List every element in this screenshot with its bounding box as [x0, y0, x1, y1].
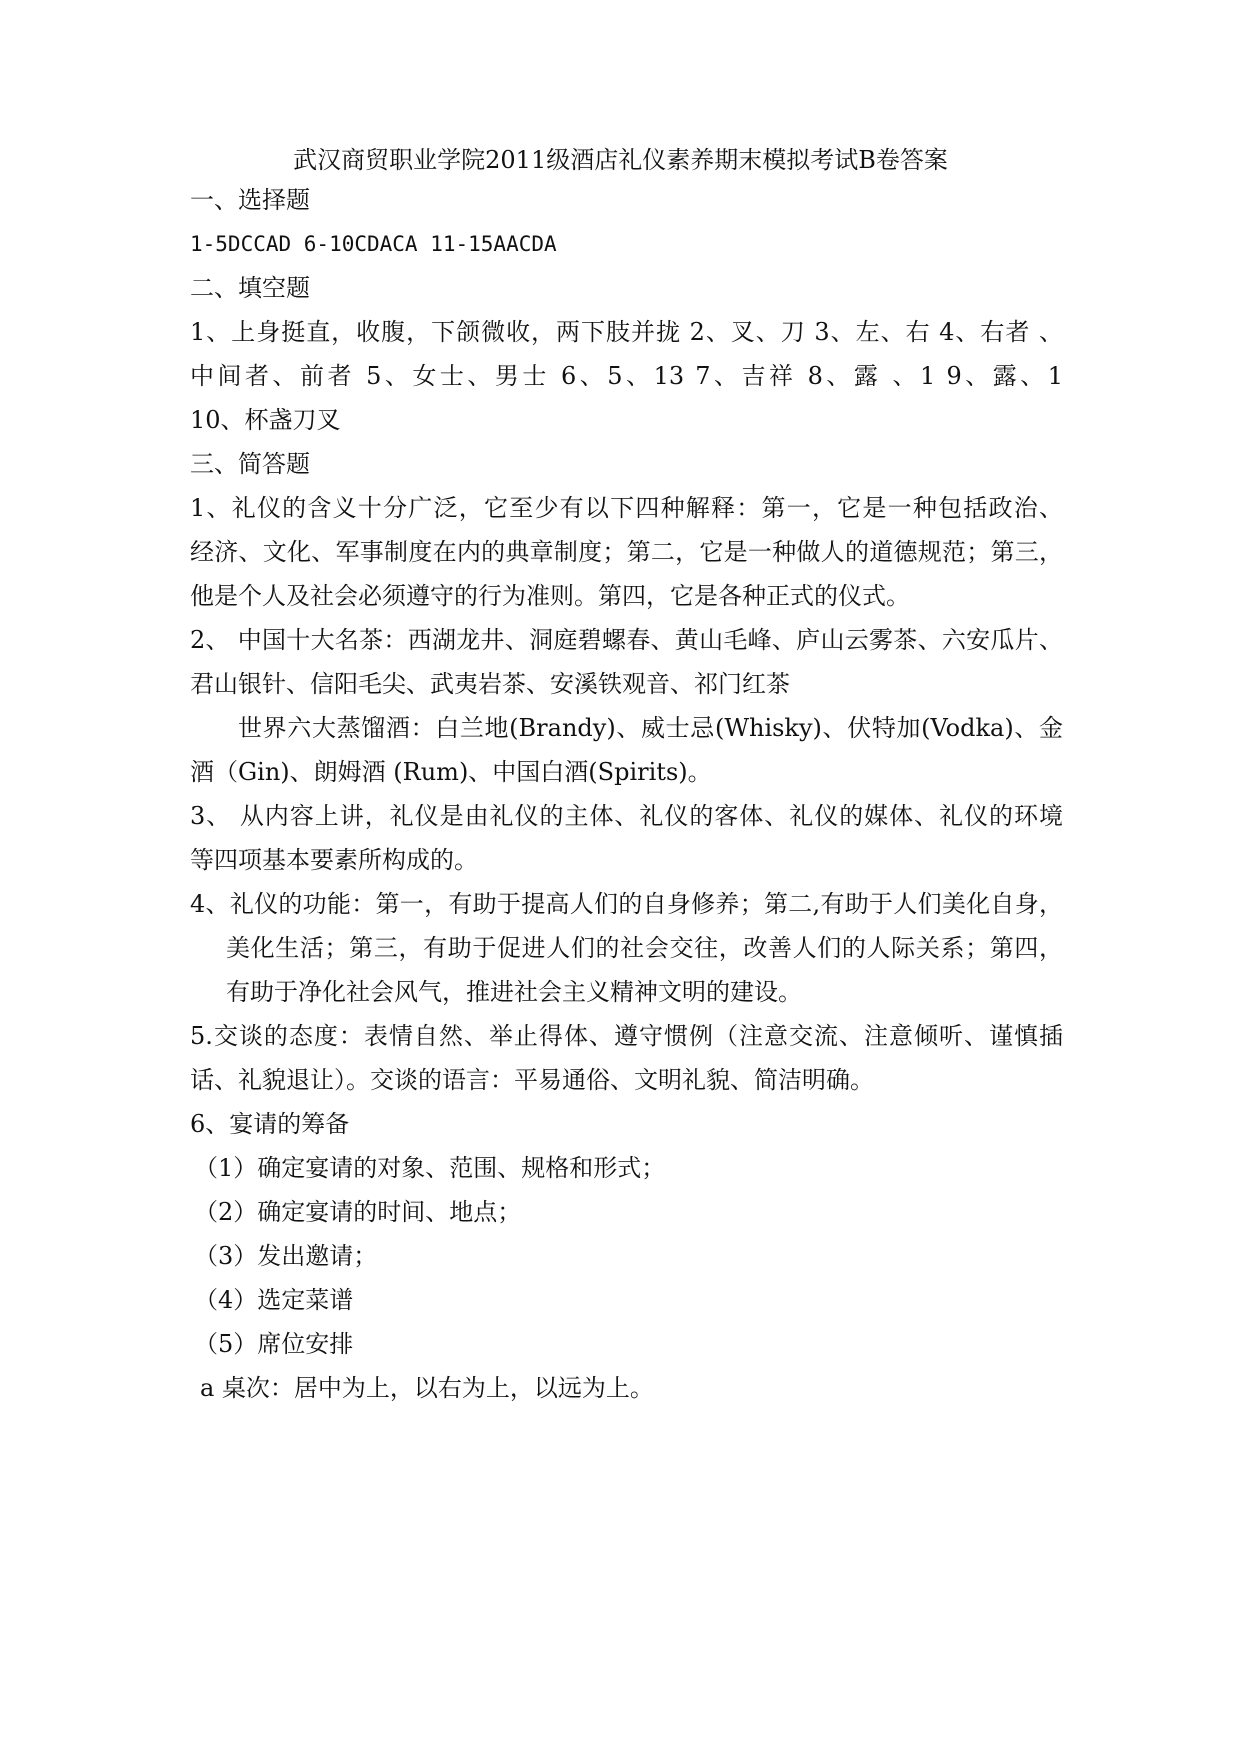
- short-answer-line: 等四项基本要素所构成的。: [190, 846, 478, 874]
- short-answer-line: 经济、文化、军事制度在内的典章制度；第二，它是一种做人的道德规范；第三，: [190, 538, 1063, 566]
- short-answer-line: a 桌次：居中为上，以右为上，以远为上。: [200, 1374, 654, 1402]
- document-title: 武汉商贸职业学院2011级酒店礼仪素养期末模拟考试B卷答案: [293, 146, 948, 174]
- fill-answer-line: 中间者、前者 5、女士、男士 6、5、13 7、吉祥 8、露 、1 9、露、1: [190, 362, 1063, 390]
- short-answer-line: （1）确定宴请的对象、范围、规格和形式；: [194, 1154, 666, 1182]
- fill-answer-line: 1、上身挺直，收腹，下颌微收，两下肢并拢 2、叉、刀 3、左、右 4、右者 、: [190, 318, 1063, 346]
- section-heading-short: 三、简答题: [190, 450, 310, 478]
- short-answer-line: 3、 从内容上讲，礼仪是由礼仪的主体、礼仪的客体、礼仪的媒体、礼仪的环境: [190, 802, 1063, 830]
- short-answer-line: （5）席位安排: [194, 1330, 354, 1358]
- section-heading-fill: 二、填空题: [190, 274, 310, 302]
- choice-answers: 1-5DCCAD 6-10CDACA 11-15AACDA: [190, 232, 557, 256]
- short-answer-line: 世界六大蒸馏酒：白兰地(Brandy)、威士忌(Whisky)、伏特加(Vodka)、金: [238, 714, 1063, 742]
- short-answer-line: 美化生活；第三，有助于促进人们的社会交往，改善人们的人际关系；第四，: [226, 934, 1063, 962]
- short-answer-line: 2、 中国十大名茶：西湖龙井、洞庭碧螺春、黄山毛峰、庐山云雾茶、六安瓜片、: [190, 626, 1063, 654]
- short-answer-line: 君山银针、信阳毛尖、武夷岩茶、安溪铁观音、祁门红茶: [190, 670, 790, 698]
- section-heading-choice: 一、选择题: [190, 186, 310, 214]
- short-answer-line: 酒（Gin)、朗姆酒 (Rum)、中国白酒(Spirits)。: [190, 758, 712, 786]
- short-answer-line: 1、礼仪的含义十分广泛，它至少有以下四种解释：第一，它是一种包括政治、: [190, 494, 1063, 522]
- short-answer-line: 他是个人及社会必须遵守的行为准则。第四，它是各种正式的仪式。: [190, 582, 910, 610]
- short-answer-line: 5.交谈的态度：表情自然、举止得体、遵守惯例（注意交流、注意倾听、谨慎插: [190, 1022, 1063, 1050]
- short-answer-line: 有助于净化社会风气，推进社会主义精神文明的建设。: [226, 978, 802, 1006]
- short-answer-line: （3）发出邀请；: [194, 1242, 378, 1270]
- short-answer-line: 6、宴请的筹备: [190, 1110, 350, 1138]
- short-answer-line: （4）选定菜谱: [194, 1286, 354, 1314]
- fill-answer-line: 10、杯盏刀叉: [190, 406, 341, 434]
- short-answer-line: （2）确定宴请的时间、地点；: [194, 1198, 522, 1226]
- short-answer-line: 话、礼貌退让）。交谈的语言：平易通俗、文明礼貌、简洁明确。: [190, 1066, 874, 1094]
- short-answer-line: 4、礼仪的功能：第一，有助于提高人们的自身修养；第二,有助于人们美化自身，: [190, 890, 1063, 918]
